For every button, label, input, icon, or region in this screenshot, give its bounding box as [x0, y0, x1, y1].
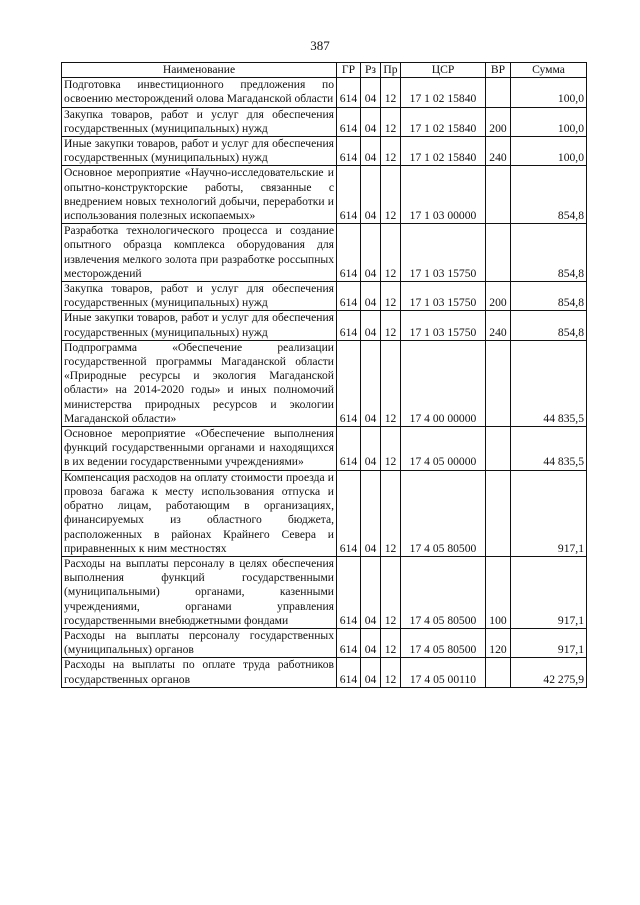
table-header-row — [62, 63, 587, 78]
cell-vr — [486, 470, 511, 556]
cell-sum: 854,8 — [511, 311, 587, 340]
cell-pr: 12 — [381, 78, 401, 107]
cell-pr: 12 — [381, 470, 401, 556]
cell-sum: 854,8 — [511, 282, 587, 311]
cell-name: Разработка технологического процесса и создание опытного образца комплекса оборудования для извлечения мелкого золота при разработке россыпных месторождений — [62, 224, 337, 282]
cell-sum: 44 835,5 — [511, 427, 587, 471]
cell-sum: 854,8 — [511, 166, 587, 224]
cell-rz: 04 — [361, 107, 381, 136]
cell-name: Основное мероприятие «Научно-исследовательские и опытно-конструкторские работы, связанные с внедрением новых технологий добычи, переработки и использования полезных ископаемых» — [62, 166, 337, 224]
table-row — [62, 628, 587, 657]
header-sum: Сумма — [511, 63, 587, 78]
table-row — [62, 107, 587, 136]
table-row — [62, 427, 587, 471]
cell-name: Основное мероприятие «Обеспечение выполнения функций государственными органами и находящихся в их ведении государственными учреждениями» — [62, 427, 337, 471]
cell-gr: 614 — [337, 427, 361, 471]
cell-csr: 17 4 05 00110 — [401, 658, 486, 687]
cell-csr: 17 4 05 80500 — [401, 470, 486, 556]
cell-csr: 17 4 05 00000 — [401, 427, 486, 471]
cell-vr — [486, 224, 511, 282]
cell-rz: 04 — [361, 78, 381, 107]
cell-vr — [486, 166, 511, 224]
table-body — [62, 78, 587, 688]
cell-gr: 614 — [337, 340, 361, 426]
cell-vr: 200 — [486, 282, 511, 311]
header-gr: ГР — [337, 63, 361, 78]
cell-vr: 240 — [486, 311, 511, 340]
cell-sum: 44 835,5 — [511, 340, 587, 426]
cell-sum: 100,0 — [511, 107, 587, 136]
cell-name: Расходы на выплаты персоналу в целях обеспечения выполнения функций государственными (муниципальными) органами, казенными учреждениями, органами управления государственными внебюджетными фондами — [62, 556, 337, 628]
table-row — [62, 224, 587, 282]
cell-pr: 12 — [381, 166, 401, 224]
cell-gr: 614 — [337, 658, 361, 687]
header-pr: Пр — [381, 63, 401, 78]
table-row — [62, 340, 587, 426]
cell-rz: 04 — [361, 658, 381, 687]
cell-sum: 100,0 — [511, 137, 587, 166]
cell-pr: 12 — [381, 658, 401, 687]
cell-name: Закупка товаров, работ и услуг для обеспечения государственных (муниципальных) нужд — [62, 282, 337, 311]
cell-rz: 04 — [361, 224, 381, 282]
cell-name: Подпрограмма «Обеспечение реализации государственной программы Магаданской области «Природные ресурсы и экология Магаданской области» на 2014-2020 годы» и иных полномочий министерства природных ресурсов и экологии Магаданской области» — [62, 340, 337, 426]
cell-gr: 614 — [337, 224, 361, 282]
table-row — [62, 282, 587, 311]
cell-sum: 854,8 — [511, 224, 587, 282]
cell-pr: 12 — [381, 137, 401, 166]
table-row — [62, 470, 587, 556]
cell-gr: 614 — [337, 282, 361, 311]
table-row — [62, 78, 587, 107]
page-number: 387 — [310, 38, 330, 53]
cell-rz: 04 — [361, 427, 381, 471]
cell-name: Иные закупки товаров, работ и услуг для обеспечения государственных (муниципальных) нужд — [62, 137, 337, 166]
cell-rz: 04 — [361, 628, 381, 657]
cell-gr: 614 — [337, 311, 361, 340]
cell-csr: 17 1 02 15840 — [401, 78, 486, 107]
table-row — [62, 556, 587, 628]
cell-csr: 17 1 03 15750 — [401, 282, 486, 311]
cell-vr: 100 — [486, 556, 511, 628]
cell-vr — [486, 78, 511, 107]
cell-rz: 04 — [361, 556, 381, 628]
cell-name: Расходы на выплаты персоналу государственных (муниципальных) органов — [62, 628, 337, 657]
cell-pr: 12 — [381, 556, 401, 628]
table-row — [62, 658, 587, 687]
header-rz: Рз — [361, 63, 381, 78]
cell-pr: 12 — [381, 282, 401, 311]
cell-rz: 04 — [361, 340, 381, 426]
cell-csr: 17 1 02 15840 — [401, 107, 486, 136]
cell-name: Подготовка инвестиционного предложения по освоению месторождений олова Магаданской области — [62, 78, 337, 107]
cell-csr: 17 1 03 00000 — [401, 166, 486, 224]
cell-csr: 17 1 02 15840 — [401, 137, 486, 166]
cell-vr — [486, 658, 511, 687]
cell-gr: 614 — [337, 137, 361, 166]
cell-gr: 614 — [337, 166, 361, 224]
cell-name: Компенсация расходов на оплату стоимости проезда и провоза багажа к месту использования отпуска и обратно лицам, работающим в организациях, финансируемых из областного бюджета, расположенных в районах Крайнего Севера и приравненных к ним местностях — [62, 470, 337, 556]
cell-vr — [486, 340, 511, 426]
header-name: Наименование — [62, 63, 337, 78]
cell-vr: 120 — [486, 628, 511, 657]
budget-table — [61, 62, 587, 688]
cell-rz: 04 — [361, 470, 381, 556]
cell-rz: 04 — [361, 311, 381, 340]
cell-gr: 614 — [337, 556, 361, 628]
cell-gr: 614 — [337, 107, 361, 136]
cell-rz: 04 — [361, 282, 381, 311]
cell-csr: 17 4 05 80500 — [401, 628, 486, 657]
cell-rz: 04 — [361, 166, 381, 224]
cell-name: Расходы на выплаты по оплате труда работников государственных органов — [62, 658, 337, 687]
cell-csr: 17 4 05 80500 — [401, 556, 486, 628]
cell-pr: 12 — [381, 340, 401, 426]
cell-sum: 100,0 — [511, 78, 587, 107]
header-csr: ЦСР — [401, 63, 486, 78]
cell-csr: 17 1 03 15750 — [401, 311, 486, 340]
cell-name: Иные закупки товаров, работ и услуг для обеспечения государственных (муниципальных) нужд — [62, 311, 337, 340]
cell-gr: 614 — [337, 470, 361, 556]
table-row — [62, 311, 587, 340]
table-row — [62, 166, 587, 224]
cell-sum: 42 275,9 — [511, 658, 587, 687]
cell-vr — [486, 427, 511, 471]
cell-pr: 12 — [381, 311, 401, 340]
cell-gr: 614 — [337, 78, 361, 107]
cell-sum: 917,1 — [511, 556, 587, 628]
header-vr: ВР — [486, 63, 511, 78]
cell-pr: 12 — [381, 628, 401, 657]
table-row — [62, 137, 587, 166]
cell-pr: 12 — [381, 427, 401, 471]
cell-vr: 240 — [486, 137, 511, 166]
cell-gr: 614 — [337, 628, 361, 657]
cell-rz: 04 — [361, 137, 381, 166]
cell-csr: 17 4 00 00000 — [401, 340, 486, 426]
cell-sum: 917,1 — [511, 470, 587, 556]
cell-pr: 12 — [381, 224, 401, 282]
cell-vr: 200 — [486, 107, 511, 136]
cell-csr: 17 1 03 15750 — [401, 224, 486, 282]
cell-sum: 917,1 — [511, 628, 587, 657]
cell-pr: 12 — [381, 107, 401, 136]
cell-name: Закупка товаров, работ и услуг для обеспечения государственных (муниципальных) нужд — [62, 107, 337, 136]
